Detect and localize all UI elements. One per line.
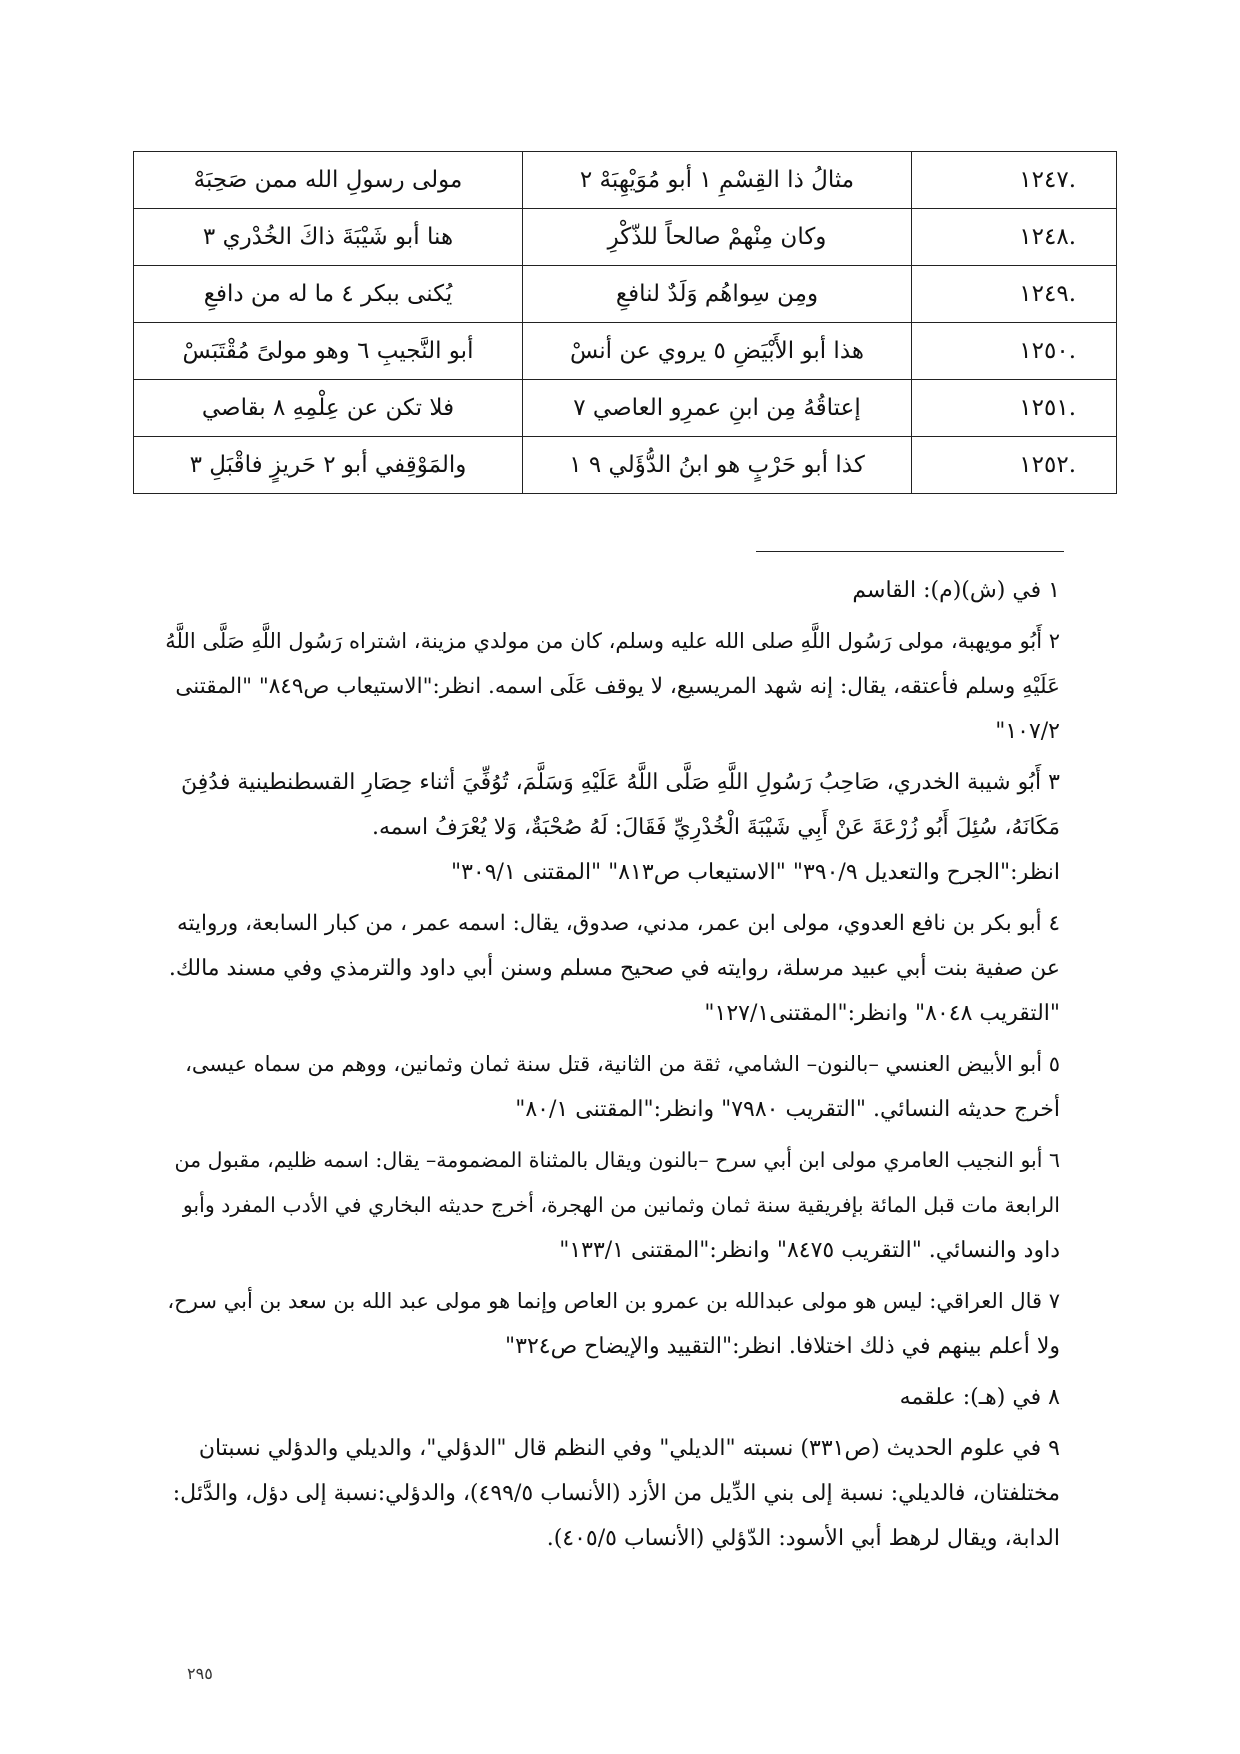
footnote-9 [165, 1426, 1060, 1561]
verse-row [134, 437, 1117, 494]
verse-number: .١٢٥١ [912, 380, 1117, 437]
verse-number: .١٢٥٠ [912, 323, 1117, 380]
footnote-line: داود والنسائي. "التقريب ٨٤٧٥" وانظر:"المقتنى ١٣٣/١" [559, 1238, 1060, 1263]
verse-first-hemistich: كذا أبو حَرْبٍ هو ابنُ الدُّؤَلي ٩ ١ [523, 437, 912, 494]
verse-row [134, 152, 1117, 209]
verse-table [133, 151, 1117, 494]
verse-number: .١٢٥٢ [912, 437, 1117, 494]
footnote-4 [165, 901, 1060, 1036]
verse-row [134, 380, 1117, 437]
verse-first-hemistich: مثالُ ذا القِسْمِ ١ أبو مُوَيْهِبَهْ ٢ [523, 152, 912, 209]
verse-number: .١٢٤٧ [912, 152, 1117, 209]
verse-row [134, 209, 1117, 266]
verse-first-hemistich: وكان مِنْهمْ صالحاً للذّكْرِ [523, 209, 912, 266]
footnote-line: الدابة، ويقال لرهط أبي الأسود: الدّؤلي (الأنساب ٤٠٥/٥). [546, 1526, 1060, 1551]
footnote-line: الرابعة مات قبل المائة بإفريقية سنة ثمان وثمانين من الهجرة، أخرج حديثه البخاري في الأدب المفرد وأبو [182, 1193, 1060, 1217]
page-number: ٢٩٥ [187, 1664, 213, 1683]
footnote-line: ٧ قال العراقي: ليس هو مولى عبدالله بن عمرو بن العاص وإنما هو مولى عبد الله بن سعد بن أبي سرح، [167, 1289, 1060, 1313]
footnote-5 [165, 1042, 1060, 1132]
verse-second-hemistich: يُكنى ببكر ٤ ما له من دافعِ [134, 266, 523, 323]
footnote-line: مَكَانَهُ، سُئِلَ أَبُو زُرْعَةَ عَنْ أَبِي شَيْبَةَ الْخُدْرِيِّ فَقَالَ: لَهُ صُحْبَةٌ، وَلا يُعْرَفُ اسمه. [372, 815, 1060, 840]
footnote-6 [165, 1138, 1060, 1273]
footnotes [165, 568, 1060, 1567]
footnote-2 [165, 619, 1060, 754]
verse-first-hemistich: إعتاقُهُ مِن ابنِ عمرِو العاصي ٧ [523, 380, 912, 437]
footnote-line: ٦ أبو النجيب العامري مولى ابن أبي سرح –بالنون ويقال بالمثناة المضمومة– يقال: اسمه ظليم، مقبول من [174, 1148, 1060, 1172]
footnote-7 [165, 1279, 1060, 1369]
footnote-3 [165, 760, 1060, 895]
footnote-line: ٢ أَبُو مويهبة، مولى رَسُول اللَّهِ صلى الله عليه وسلم، كان من مولدي مزينة، اشتراه رَسُول اللَّهِ صَلَّى اللَّهُ [165, 629, 1060, 653]
footnote-line: مختلفتان، فالديلي: نسبة إلى بني الدِّيل من الأزد (الأنساب ٤٩٩/٥)، والدؤلي:نسبة إلى دؤل، والدَّئل: [172, 1481, 1060, 1506]
verse-second-hemistich: والمَوْقِفي أبو ٢ حَريزٍ فاقْبَلِ ٣ [134, 437, 523, 494]
verse-second-hemistich: مولى رسولِ الله ممن صَحِبَهْ [134, 152, 523, 209]
footnote-line: عن صفية بنت أبي عبيد مرسلة، روايته في صحيح مسلم وسنن أبي داود والترمذي وفي مسند مالك. [168, 956, 1060, 981]
footnote-line: ١٠٧/٢" [995, 719, 1060, 744]
footnote-line: ١ في (ش)(م): القاسم [852, 578, 1060, 603]
footnote-line: ٨ في (هـ): علقمه [899, 1385, 1060, 1410]
footnote-line: انظر:"الجرح والتعديل ٣٩٠/٩" "الاستيعاب ص٨١٣" "المقتنى ٣٠٩/١" [450, 860, 1060, 885]
verse-number: .١٢٤٨ [912, 209, 1117, 266]
footnote-8 [165, 1375, 1060, 1420]
verse-first-hemistich: ومِن سِواهُم وَلَدٌ لنافعِ [523, 266, 912, 323]
footnote-line: ٤ أبو بكر بن نافع العدوي، مولى ابن عمر، مدني، صدوق، يقال: اسمه عمر ، من كبار السابعة، وروايته [177, 911, 1060, 936]
footnote-line: ٥ أبو الأبيض العنسي –بالنون– الشامي، ثقة من الثانية، قتل سنة ثمان وثمانين، ووهم من سماه عيسى، [185, 1052, 1060, 1076]
footnote-line: عَلَيْهِ وسلم فأعتقه، يقال: إنه شهد المريسيع، لا يوقف عَلَى اسمه. انظر:"الاستيعاب ص٨٤٩" "المقتنى [175, 674, 1060, 699]
footnote-separator [756, 551, 1064, 552]
verse-number: .١٢٤٩ [912, 266, 1117, 323]
verse-second-hemistich: فلا تكن عن عِلْمِهِ ٨ بقاصي [134, 380, 523, 437]
footnote-line: أخرج حديثه النسائي. "التقريب ٧٩٨٠" وانظر:"المقتنى ٨٠/١" [515, 1097, 1060, 1122]
footnote-line: ٩ في علوم الحديث (ص٣٣١) نسبته "الديلي" وفي النظم قال "الدؤلي"، والديلي والدؤلي نسبتان [198, 1436, 1060, 1461]
verse-second-hemistich: أبو النَّجيبِ ٦ وهو مولىً مُقْتَبَسْ [134, 323, 523, 380]
verse-first-hemistich: هذا أبو الأَبْيَضِ ٥ يروي عن أنسْ [523, 323, 912, 380]
footnote-1 [165, 568, 1060, 613]
footnote-line: "التقريب ٨٠٤٨" وانظر:"المقتنى١٢٧/١" [704, 1001, 1060, 1026]
verse-row [134, 266, 1117, 323]
footnote-line: ولا أعلم بينهم في ذلك اختلافا. انظر:"التقييد والإيضاح ص٣٢٤" [505, 1334, 1060, 1359]
verse-table-body [134, 152, 1117, 494]
verse-row [134, 323, 1117, 380]
verse-second-hemistich: هنا أبو شَيْبَةَ ذاكَ الخُدْري ٣ [134, 209, 523, 266]
footnote-line: ٣ أَبُو شيبة الخدري، صَاحِبُ رَسُولِ اللَّهِ صَلَّى اللَّهُ عَلَيْهِ وَسَلَّمَ، تُوُفِّيَ أثناء حِصَارِ القسطنطينية فدُفِنَ [181, 770, 1060, 795]
